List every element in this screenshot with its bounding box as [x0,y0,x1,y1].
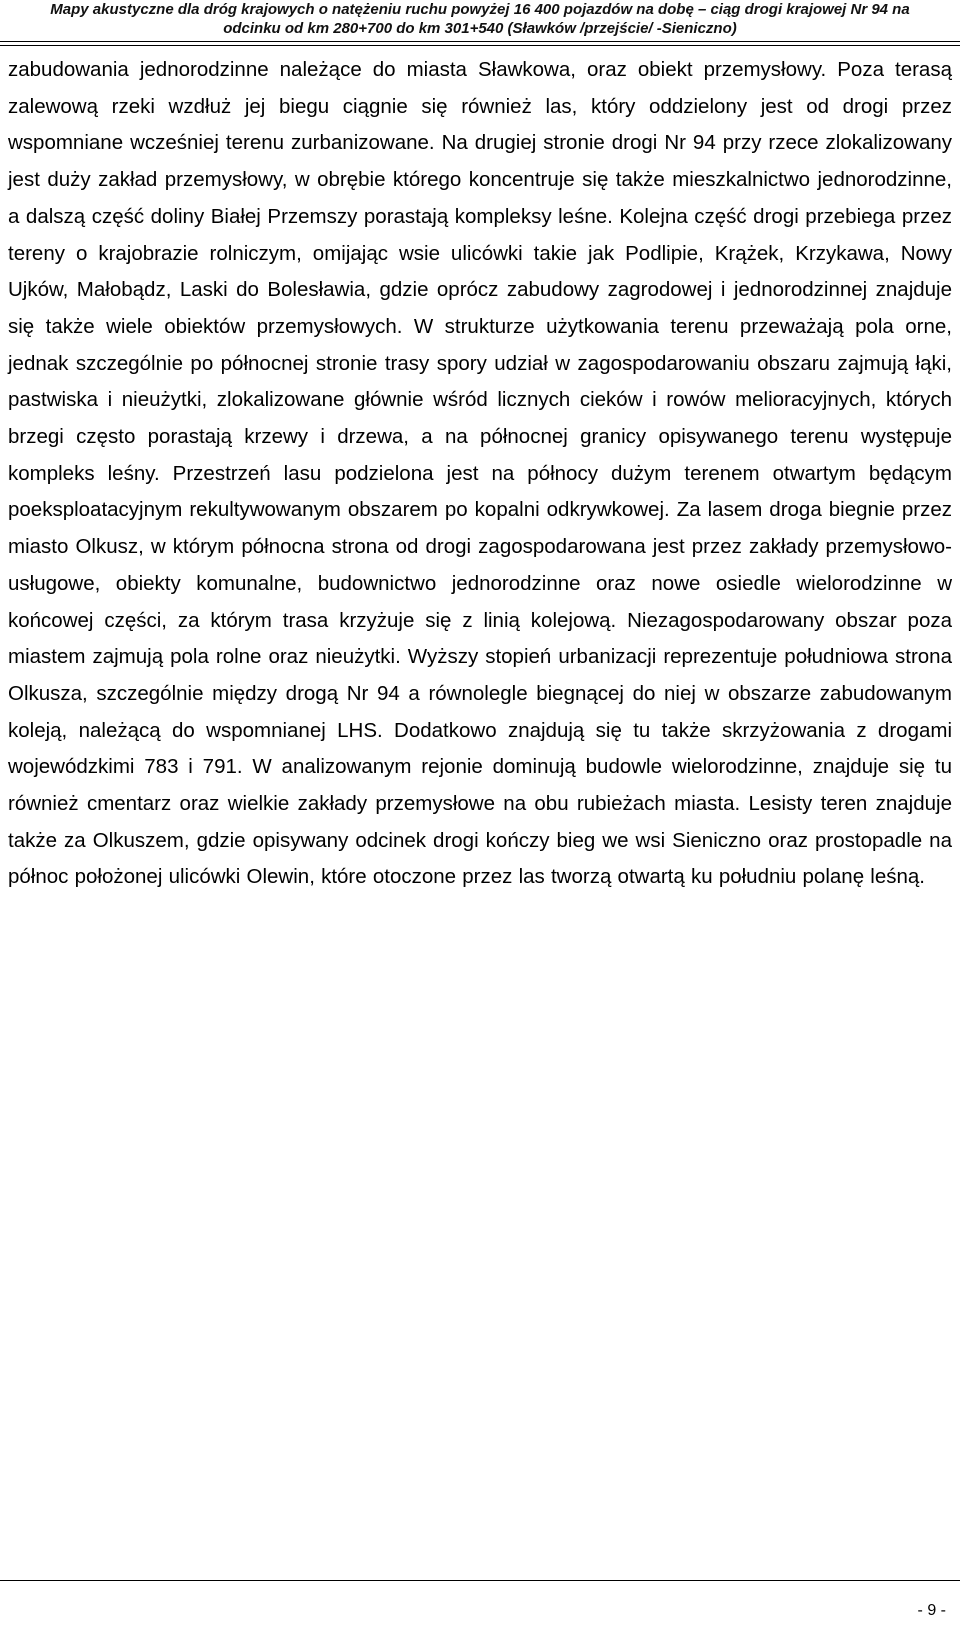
page-header [0,0,960,40]
page-number: - 9 - [917,1602,946,1619]
header-divider-thin [0,45,960,46]
header-title-line-1: Mapy akustyczne dla dróg krajowych o natężeniu ruchu powyżej 16 400 pojazdów na dobę – ciąg drogi krajowej Nr 94 na [50,1,910,18]
header-divider-thick [0,41,960,42]
body-paragraph: zabudowania jednorodzinne należące do miasta Sławkowa, oraz obiekt przemysłowy. Poza terasą zalewową rzeki wzdłuż jej biegu ciągnie się również las, który oddzielony jest od drogi przez wspomniane wcześniej terenu zurbanizowane. Na drugiej stronie drogi Nr 94 przy rzece zlokalizowany jest duży zakład przemysłowy, w obrębie którego koncentruje się także mieszkalnictwo jednorodzinne, a dalszą część doliny Białej Przemszy porastają kompleksy leśne. Kolejna część drogi przebiega przez tereny o krajobrazie rolniczym, omijając wsie ulicówki takie jak Podlipie, Krążek, Krzykawa, Nowy Ujków, Małobądz, Laski do Bolesławia, gdzie oprócz zabudowy zagrodowej i jednorodzinnej znajduje się także wiele obiektów przemysłowych. W strukturze użytkowania terenu przeważają pola orne, jednak szczególnie po północnej stronie trasy spory udział w zagospodarowaniu obszaru zajmują łąki, pastwiska i nieużytki, zlokalizowane głównie wśród licznych cieków i rowów melioracyjnych, których brzegi często porastają krzewy i drzewa, a na północnej granicy opisywanego terenu występuje kompleks leśny. Przestrzeń lasu podzielona jest na północy dużym terenem otwartym będącym poeksploatacyjnym rekultywowanym obszarem po kopalni odkrywkowej. Za lasem droga biegnie przez miasto Olkusz, w którym północna strona od drogi zagospodarowana jest przez zakłady przemysłowo-usługowe, obiekty komunalne, budownictwo jednorodzinne oraz nowe osiedle wielorodzinne w końcowej części, za którym trasa krzyżuje się z linią kolejową. Niezagospodarowany obszar poza miastem zajmują pola rolne oraz nieużytki. Wyższy stopień urbanizacji reprezentuje południowa strona Olkusza, szczególnie między drogą Nr 94 a równolegle biegnącej do niej w obszarze zabudowanym koleją, należącą do wspomnianej LHS. Dodatkowo znajdują się tu także skrzyżowania z drogami wojewódzkimi 783 i 791. W analizowanym rejonie dominują budowle wielorodzinne, znajduje się tu również cmentarz oraz wielkie zakłady przemysłowe na obu rubieżach miasta. Lesisty teren znajduje także za Olkuszem, gdzie opisywany odcinek drogi kończy bieg we wsi Sieniczno oraz prostopadle na północ położonej ulicówki Olewin, które otoczone przez las tworzą otwartą ku południu polanę leśną. [8,58,952,889]
footer-divider [0,1580,960,1581]
header-title-line-2: odcinku od km 280+700 do km 301+540 (Sławków /przejście/ -Sieniczno) [223,20,737,37]
